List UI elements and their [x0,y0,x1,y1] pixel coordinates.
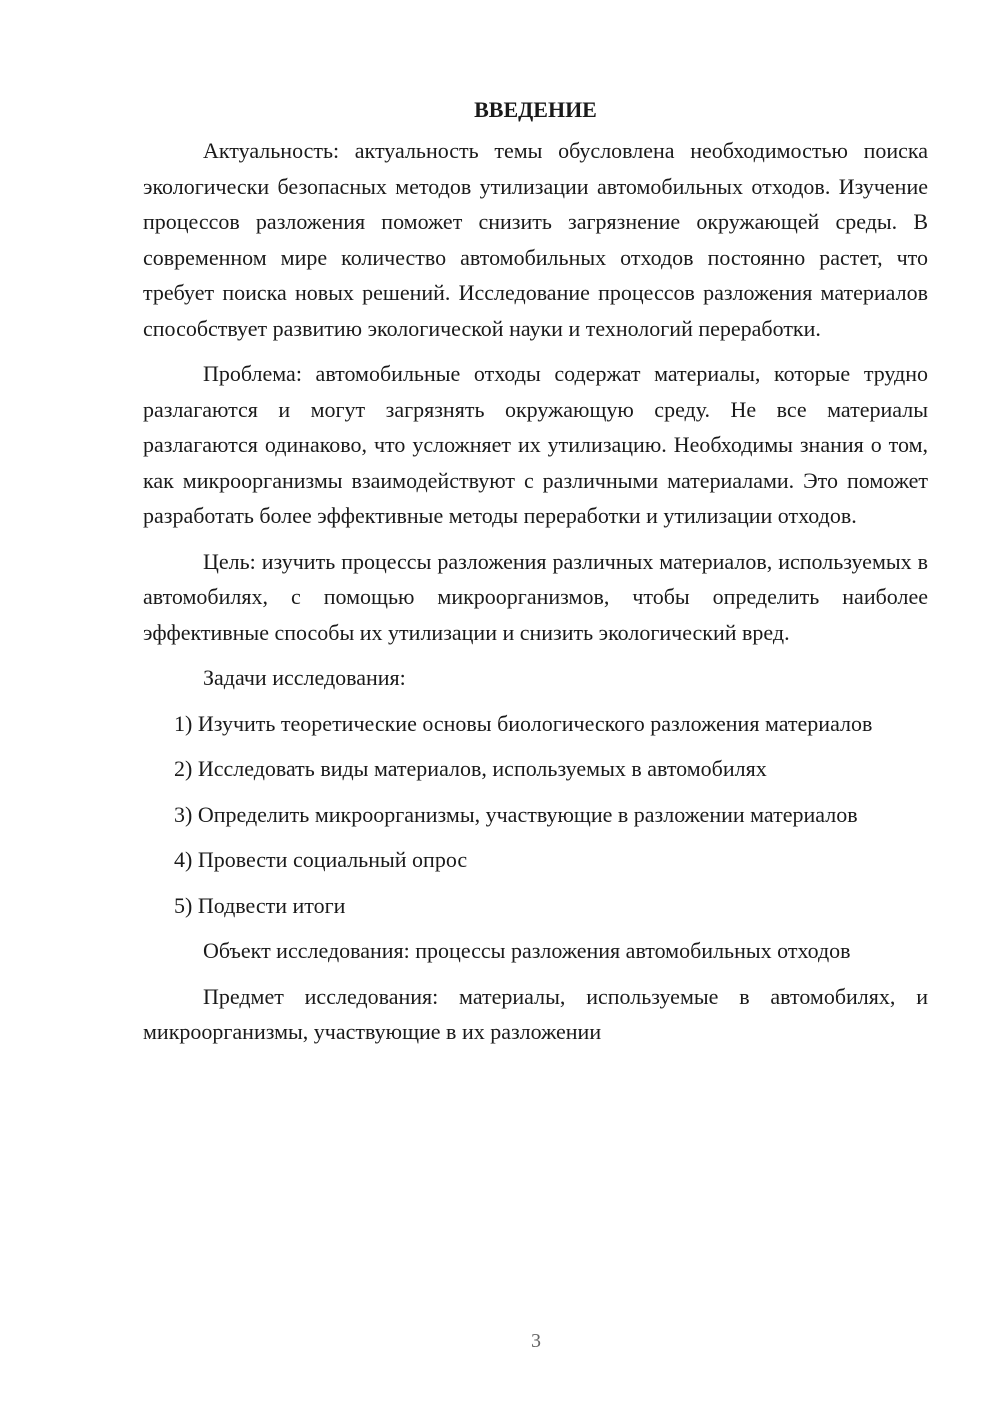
object-paragraph: Объект исследования: процессы разложения автомобильных отходов [203,938,851,963]
task-item-1: 1) Изучить теоретические основы биологического разложения материалов [174,710,873,736]
page-title: ВВЕДЕНИЕ [474,97,597,122]
task-item-2: 2) Исследовать виды материалов, используемых в автомобилях [174,756,767,781]
problem-paragraph: Проблема: автомобильные отходы содержат материалы, которые трудно разлагаются и могут загрязнять окружающую среду. Не все материалы разлагаются одинаково, что усложняет их утилизацию. Необходимы знания о том, как микроорганизмы взаимодействуют с различными материалами. Это поможет разработать более эффективные методы переработки и утилизации отходов. [143,361,928,528]
page-number: 3 [531,1330,541,1352]
task-item-3: 3) Определить микроорганизмы, участвующие в разложении материалов [174,801,858,827]
task-item-4: 4) Провести социальный опрос [174,847,468,872]
tasks-heading: Задачи исследования: [203,665,406,690]
document-page [143,92,928,1050]
task-item-5: 5) Подвести итоги [174,892,346,918]
goal-paragraph: Цель: изучить процессы разложения различных материалов, используемых в автомобилях, с помощью микроорганизмов, чтобы определить наиболее эффективные способы их утилизации и снизить экологический вред. [143,548,928,645]
relevance-paragraph: Актуальность: актуальность темы обусловлена необходимостью поиска экологически безопасных методов утилизации автомобильных отходов. Изучение процессов разложения поможет снизить загрязнение окружающей среды. В современном мире количество автомобильных отходов постоянно растет, что требует поиска новых решений. Исследование процессов разложения материалов способствует развитию экологической науки и технологий переработки. [143,138,928,341]
subject-paragraph: Предмет исследования: материалы, используемые в автомобилях, и микроорганизмы, участвующие в их разложении [143,983,928,1044]
